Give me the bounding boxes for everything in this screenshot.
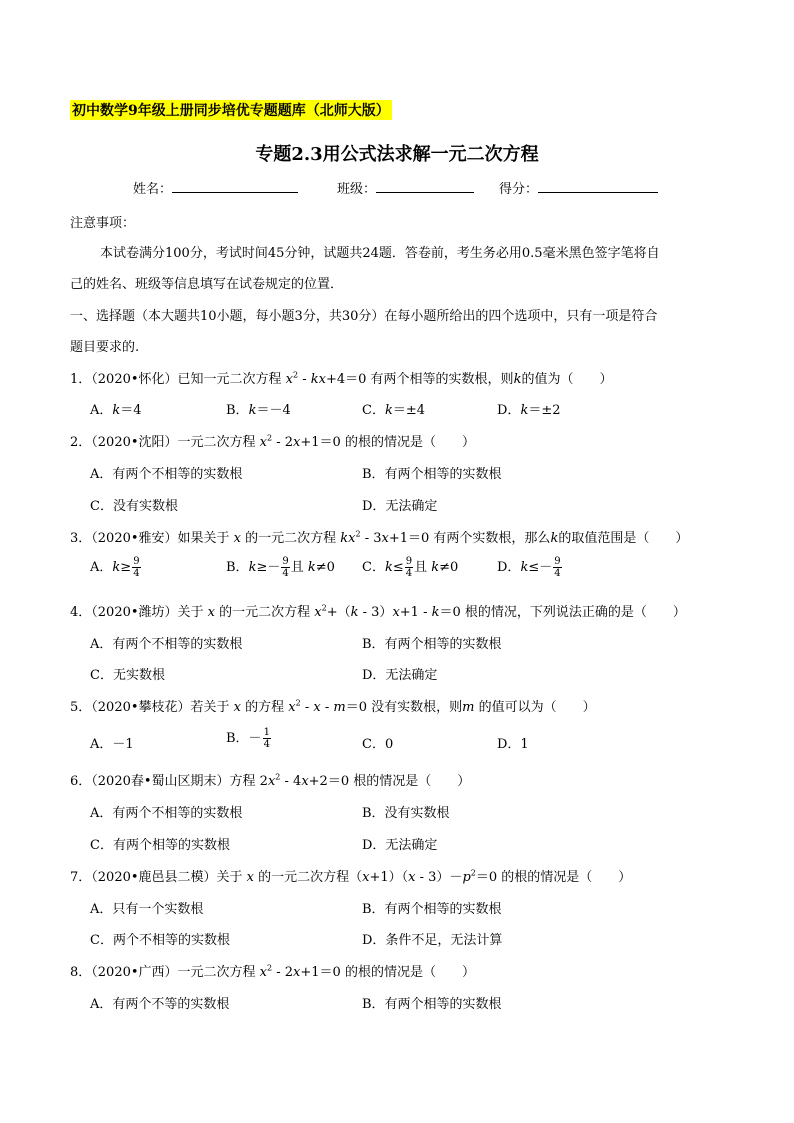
class-field[interactable]: [376, 180, 474, 193]
question-2-option-b[interactable]: B．有两个相等的实数根: [362, 467, 502, 482]
question-6-option-c[interactable]: C．有两个相等的实数根: [90, 838, 230, 853]
question-6-stem: 6．（2020春•蜀山区期末）方程 $2x^2 - 4x+2=0$ 根的情况是（ ）: [70, 772, 471, 789]
fraction: $\frac{9}{4}$: [405, 556, 413, 579]
question-1-stem: 1．（2020•怀化）已知一元二次方程 $x^2 - kx+4=0$ 有两个相等的实数根，则k的值为（ ）: [70, 370, 613, 387]
question-2-option-c[interactable]: C．没有实数根: [90, 499, 178, 514]
question-8-option-b[interactable]: B．有两个相等的实数根: [362, 997, 502, 1012]
score-field[interactable]: [538, 180, 658, 193]
question-4-stem: 4．（2020•潍坊）关于 x 的一元二次方程 $x^2+(k - 3)x+1 - k=0$ 根的情况，下列说法正确的是（ ）: [70, 603, 686, 620]
question-6-option-b[interactable]: B．没有实数根: [362, 806, 450, 821]
question-6-option-d[interactable]: D．无法确定: [362, 838, 438, 853]
question-4-option-c[interactable]: C．无实数根: [90, 668, 165, 683]
question-1-option-c[interactable]: C．k＝±4: [362, 403, 426, 418]
question-3-option-d[interactable]: D．k≤－ $\frac{9}{4}$: [497, 556, 561, 579]
fraction: $\frac{9}{4}$: [133, 556, 140, 579]
question-5-option-c[interactable]: C．0: [362, 737, 394, 752]
section-intro-2: 题目要求的.: [70, 340, 140, 355]
question-7-stem: 7．（2020•鹿邑县二模）关于 x 的一元二次方程$(x+1)(x - 3)-p^2=0$ 的根的情况是（ ）: [70, 868, 632, 885]
fraction: $\frac{9}{4}$: [282, 556, 289, 579]
page-title: 专题2.3用公式法求解一元二次方程: [255, 144, 539, 165]
question-5-stem: 5．（2020•攀枝花）若关于 x 的方程 $x^2 - x - m=0$ 没有实数根，则m 的值可以为（ ）: [70, 698, 596, 715]
notes-heading: 注意事项：: [70, 216, 136, 231]
question-3-option-a[interactable]: A．k≥ $\frac{9}{4}$: [90, 556, 140, 579]
question-5-option-a[interactable]: A．－1: [90, 737, 134, 752]
question-4-option-b[interactable]: B．有两个相等的实数根: [362, 637, 502, 652]
score-label: 得分：: [499, 182, 539, 197]
series-banner: 初中数学9年级上册同步培优专题题库（北师大版）: [70, 100, 392, 120]
question-7-option-b[interactable]: B．有两个相等的实数根: [362, 902, 502, 917]
question-1-option-d[interactable]: D．k＝±2: [497, 403, 561, 418]
question-7-option-a[interactable]: A．只有一个实数根: [90, 902, 204, 917]
question-5-option-d[interactable]: D．1: [497, 737, 529, 752]
question-8-stem: 8．（2020•广西）一元二次方程 $x^2 - 2x+1=0$ 的根的情况是（ ）: [70, 963, 475, 980]
class-info: [337, 178, 474, 197]
class-label: 班级：: [337, 182, 377, 197]
name-field[interactable]: [172, 180, 298, 193]
section-intro-1: 一、选择题（本大题共10小题，每小题3分，共30分）在每小题所给出的四个选项中，只有一项是符合: [70, 309, 658, 324]
question-1-option-a[interactable]: A．k＝4: [90, 403, 142, 418]
question-7-option-d[interactable]: D．条件不足，无法计算: [362, 933, 503, 948]
question-4-option-a[interactable]: A．有两个不相等的实数根: [90, 637, 243, 652]
question-3-option-b[interactable]: B．k≥－ $\frac{9}{4}$ 且 k≠0: [226, 556, 335, 579]
question-2-option-d[interactable]: D．无法确定: [362, 499, 438, 514]
notes-line-1: 本试卷满分100分，考试时间45分钟，试题共24题．答卷前，考生务必用0.5毫米黑色签字笔将自: [100, 246, 660, 261]
question-1-option-b[interactable]: B．k＝－4: [226, 403, 291, 418]
question-3-stem: 3．（2020•雅安）如果关于 x 的一元二次方程 $kx^2 - 3x+1=0$ 有两个实数根，那么k的取值范围是（ ）: [70, 529, 689, 546]
question-2-stem: 2．（2020•沈阳）一元二次方程 $x^2 - 2x+1=0$ 的根的情况是（ ）: [70, 433, 475, 450]
question-5-option-b[interactable]: B．－ $\frac{1}{4}$: [226, 727, 270, 750]
name-label: 姓名：: [133, 182, 173, 197]
question-6-option-a[interactable]: A．有两个不相等的实数根: [90, 806, 243, 821]
student-info-row: [133, 178, 298, 197]
question-8-option-a[interactable]: A．有两个不等的实数根: [90, 997, 230, 1012]
fraction: $\frac{1}{4}$: [263, 727, 270, 750]
question-2-option-a[interactable]: A．有两个不相等的实数根: [90, 467, 243, 482]
score-info: [499, 178, 658, 197]
fraction: $\frac{9}{4}$: [554, 556, 561, 579]
question-7-option-c[interactable]: C．两个不相等的实数根: [90, 933, 230, 948]
question-3-option-c[interactable]: C．k≤ $\frac{9}{4}$ 且 k≠0: [362, 556, 459, 579]
question-4-option-d[interactable]: D．无法确定: [362, 668, 438, 683]
notes-line-2: 己的姓名、班级等信息填写在试卷规定的位置．: [70, 277, 344, 292]
